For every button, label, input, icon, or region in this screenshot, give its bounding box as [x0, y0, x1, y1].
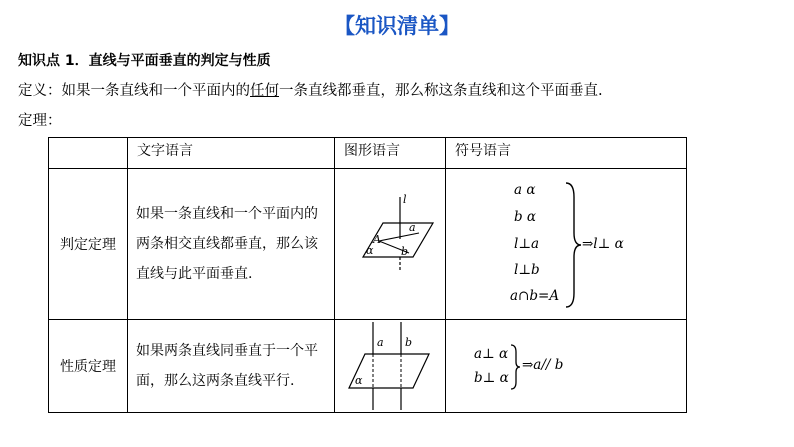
label-alpha: α — [366, 244, 374, 257]
conclusion-criterion: ⇒l⊥ α — [582, 236, 624, 252]
property-diagram — [335, 320, 445, 412]
figure-property — [335, 320, 446, 413]
label-b: b — [401, 245, 409, 258]
label-A: A — [373, 233, 381, 246]
definition-text — [18, 79, 603, 100]
table-header-row — [49, 138, 687, 169]
theorem-label: 定理： — [18, 113, 62, 129]
row-text-criterion: 如果一条直线和一个平面内的两条相交直线都垂直，那么该直线与此平面垂直. — [128, 169, 335, 320]
table-row-criterion — [49, 169, 687, 320]
line-a — [379, 233, 419, 241]
page-title: 【知识清单】 — [334, 14, 460, 38]
symbol-line: a⊥ α — [474, 346, 509, 362]
theorem-table — [48, 137, 687, 413]
symbols-property — [446, 320, 687, 413]
figure-criterion — [335, 169, 446, 320]
header-cell-empty — [49, 138, 128, 169]
header-cell-symbol-language: 符号语言 — [446, 138, 687, 169]
conclusion-property: ⇒a// b — [522, 357, 564, 373]
header-cell-figure-language: 图形语言 — [335, 138, 446, 169]
label-alpha: α — [355, 374, 363, 387]
label-a: a — [377, 336, 384, 349]
definition-suffix: 一条直线都垂直，那么称这条直线和这个平面垂直. — [279, 83, 603, 99]
definition-prefix: 定义：如果一条直线和一个平面内的 — [18, 83, 250, 99]
symbol-line: a∩b=A — [510, 288, 560, 304]
criterion-diagram — [335, 169, 445, 319]
table-row-property — [49, 320, 687, 413]
right-brace — [510, 344, 522, 390]
header-cell-text-language: 文字语言 — [128, 138, 335, 169]
symbol-line: b α — [514, 209, 537, 225]
symbol-line: a α — [514, 182, 536, 198]
label-a: a — [409, 221, 416, 234]
row-text-property: 如果两条直线同垂直于一个平面，那么这两条直线平行. — [128, 320, 335, 413]
label-b: b — [405, 336, 413, 349]
right-brace — [564, 181, 584, 311]
section-heading: 知识点 1．直线与平面垂直的判定与性质 — [18, 53, 271, 69]
symbol-line: b⊥ α — [474, 370, 509, 386]
label-l: l — [403, 193, 407, 206]
symbol-line: l⊥a — [514, 236, 540, 252]
row-label-property: 性质定理 — [49, 320, 128, 413]
symbols-criterion — [446, 169, 687, 320]
row-label-criterion: 判定定理 — [49, 169, 128, 320]
definition-emphasis: 任何 — [250, 83, 279, 99]
symbol-line: l⊥b — [514, 262, 540, 278]
